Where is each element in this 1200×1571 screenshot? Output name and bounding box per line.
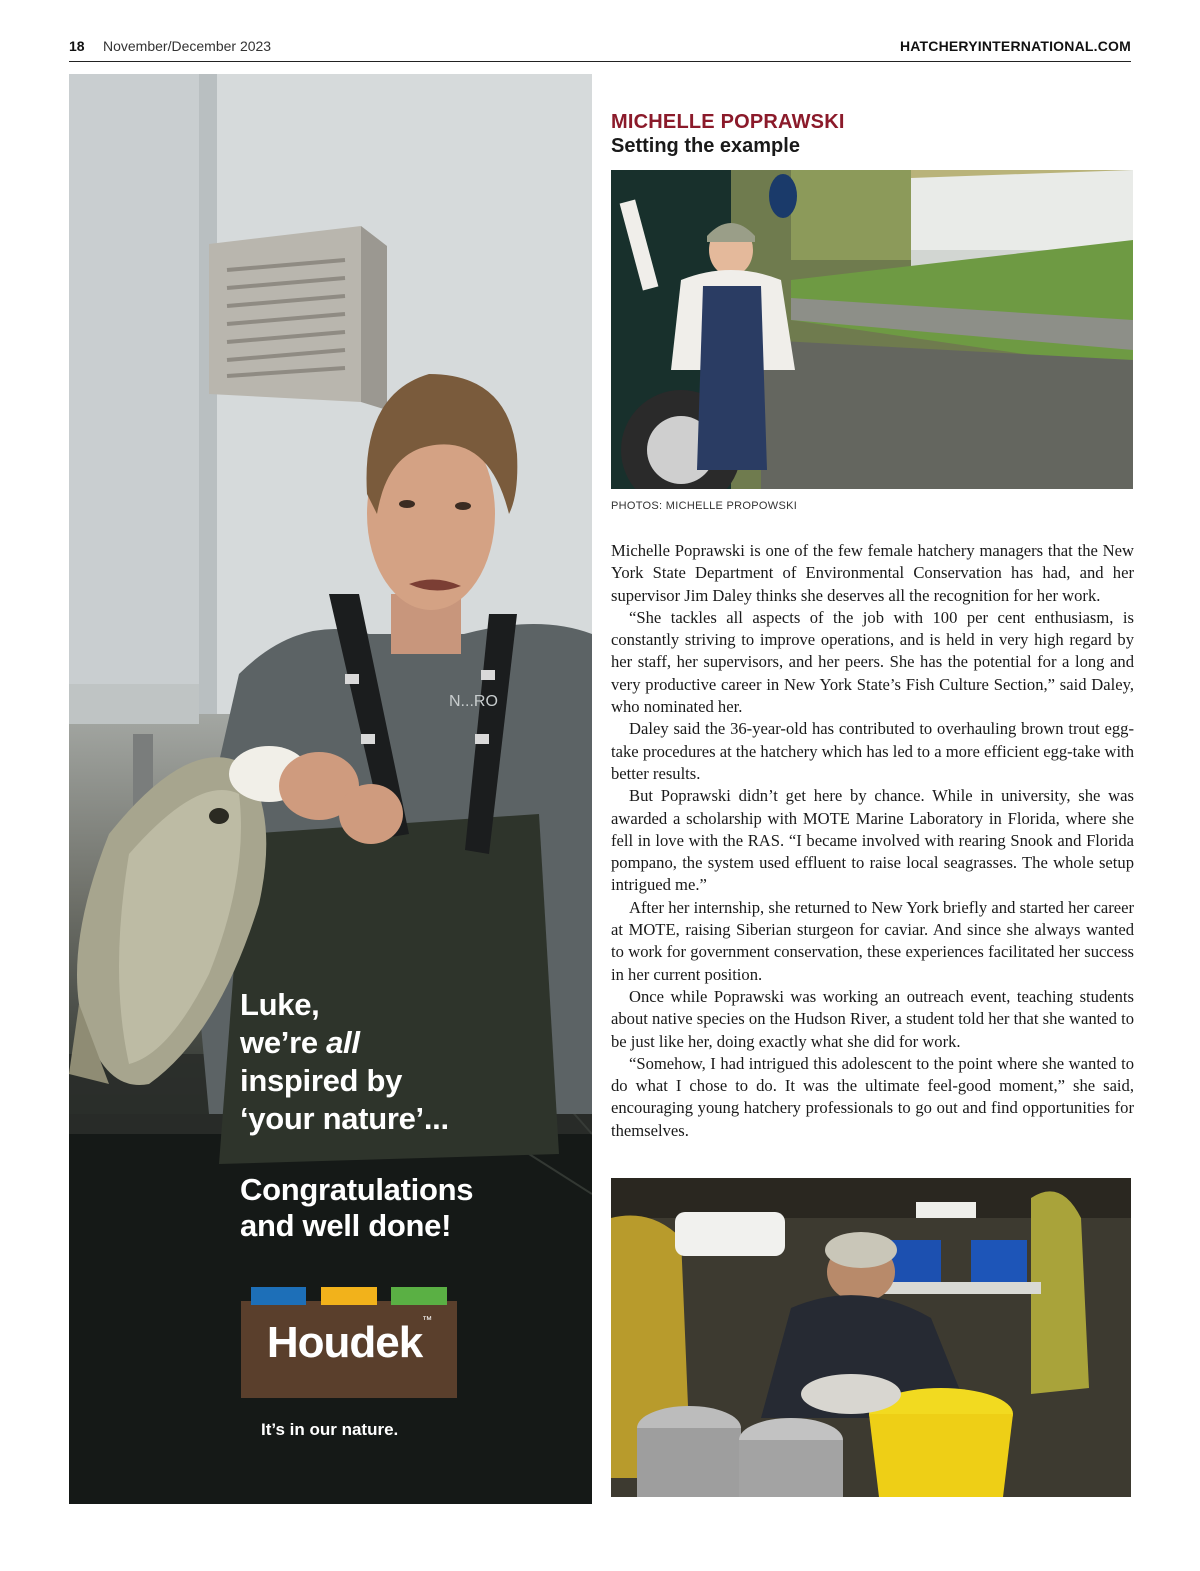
article-paragraph-4: But Poprawski didn’t get here by chance. While in university, she was awarded a scholarship with MOTE Marine Laboratory in Florida, where she fell in love with the RAS. “I became involved with rearing Snook and Florida pompano, the system used effluent to raise local seagrasses. The whole setup intrigued me.”: [611, 786, 1134, 895]
ad-headline: [240, 986, 570, 1138]
article-paragraph-6: Once while Poprawski was working an outreach event, teaching students about native species on the Hudson River, a student told her that she wanted to be just like her, doing exactly what she did for work.: [611, 986, 1134, 1051]
photo-woman-in-overalls: [611, 170, 1133, 489]
article-kicker: MICHELLE POPRAWSKI: [611, 111, 845, 133]
ad-tagline: It’s in our nature.: [261, 1420, 399, 1439]
ad-headline-emphasis: all: [326, 1025, 360, 1060]
ad-congratulations: [240, 1172, 570, 1244]
ad-congrats-line2: and well done!: [240, 1208, 452, 1243]
article-paragraph-3: Daley said the 36-year-old has contributed to overhauling brown trout egg-take procedures at the hatchery which has led to a more efficient egg-take with better results.: [611, 719, 1134, 783]
photo-woman-with-buckets: [611, 1178, 1131, 1497]
site-url: HATCHERYINTERNATIONAL.COM: [899, 38, 1131, 54]
running-header: [69, 36, 1131, 62]
ad-headline-line3: inspired by: [240, 1063, 403, 1098]
article-paragraph-7: “Somehow, I had intrigued this adolescent to the point where she wanted to do what I chose to do. It was the ultimate feel-good moment,” she said, encouraging young hatchery professionals to go out and find opportunities for themselves.: [611, 1053, 1134, 1140]
logo-text: Houdek: [266, 1318, 423, 1367]
logo-trademark: ™: [422, 1315, 432, 1326]
shirt-text: N...RO: [449, 693, 498, 710]
houdek-logo: [241, 1287, 457, 1398]
article-paragraph-5: After her internship, she returned to New York briefly and started her career at MOTE, raising Siberian sturgeon for caviar. And since she always wanted to work for government conservation, these experiences facilitated her success in her current position.: [611, 897, 1134, 984]
ad-congrats-line1: Congratulations: [240, 1172, 474, 1207]
ad-headline-line2-pre: we’re: [240, 1025, 327, 1060]
article-body: [611, 540, 1134, 1142]
logo-wordmark: [241, 1301, 457, 1385]
issue-date: November/December 2023: [103, 38, 272, 54]
article-paragraph-1: Michelle Poprawski is one of the few female hatchery managers that the New York State Department of Environmental Conservation has had, and her supervisor Jim Daley thinks she deserves all the recognition for her work.: [611, 541, 1134, 605]
houdek-advertisement: [69, 74, 592, 1504]
article-paragraph-2: “She tackles all aspects of the job with 100 per cent enthusiasm, is constantly striving to improve operations, and is held in very high regard by her staff, her supervisors, and her peers. She has the potential for a long and very productive career in New York State’s Fish Culture Section,” said Daley, who nominated her.: [611, 607, 1134, 717]
article-headline: Setting the example: [611, 135, 800, 157]
ad-headline-line1: Luke,: [240, 987, 320, 1022]
page-number: 18: [69, 38, 85, 54]
ad-headline-line4: ‘your nature’...: [240, 1101, 449, 1136]
photo-credit: PHOTOS: MICHELLE PROPOWSKI: [611, 500, 798, 512]
ad-headline-line2: [240, 1024, 570, 1062]
